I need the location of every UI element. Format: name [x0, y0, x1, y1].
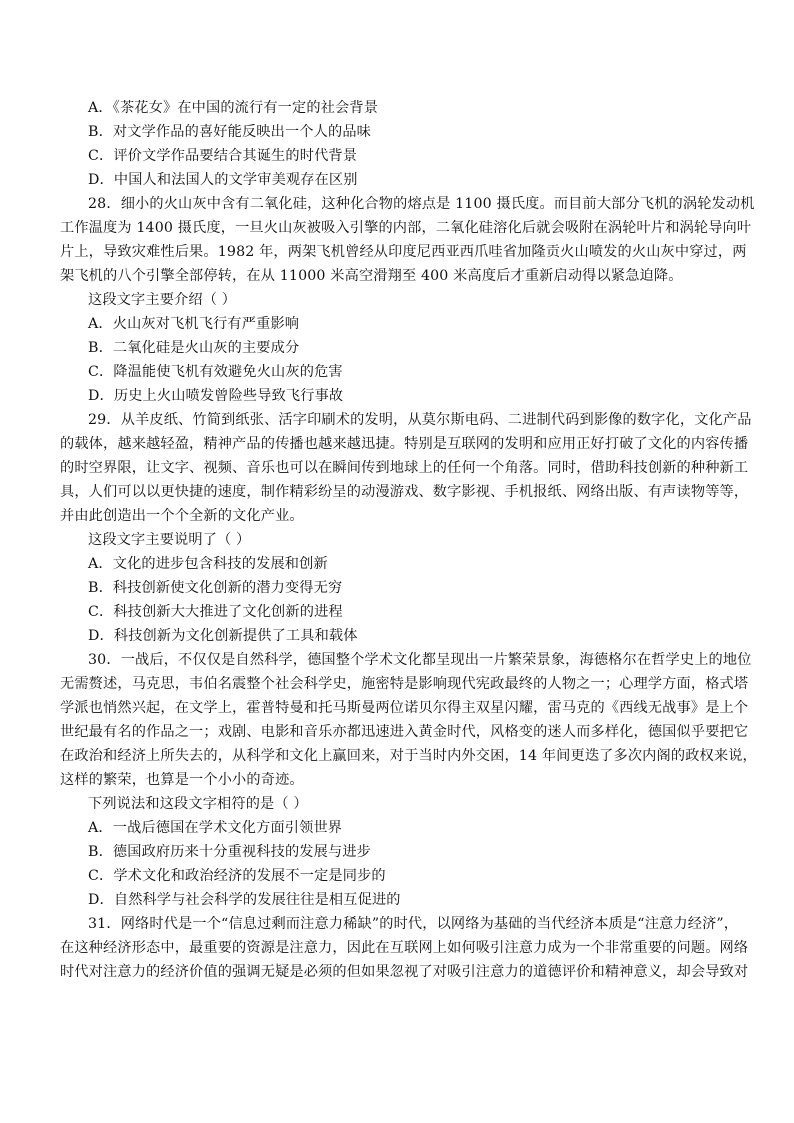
- passage-line: 31．网络时代是一个“信息过剩而注意力稀缺”的时代，以网络为基础的当代经济本质是“注意力经济”，: [88, 916, 739, 932]
- passage-line: 28．细小的火山灰中含有二氧化硅，这种化合物的熔点是 1100 摄氏度。而目前大部分飞机的涡轮发动机: [88, 196, 755, 212]
- option-c: C．评价文学作品要结合其诞生的时代背景: [88, 148, 358, 164]
- question-29: [60, 408, 752, 648]
- option-c: C．科技创新大大推进了文化创新的进程: [88, 604, 343, 620]
- question-27-options: [60, 96, 740, 192]
- option-d: D．中国人和法国人的文学审美观存在区别: [88, 172, 358, 188]
- passage-line: 的时空界限，让文字、视频、音乐也可以在瞬间传到地球上的任何一个角落。同时，借助科技创新的种种新工: [60, 460, 749, 476]
- option-d: D．历史上火山喷发曾险些导致飞行事故: [88, 388, 344, 404]
- exam-page: [60, 96, 757, 984]
- passage-line: 在政治和经济上所失去的，从科学和文化上赢回来，对于当时内外交困，14 年间更迭了多次内阁的政权来说，: [60, 748, 757, 764]
- option-b: B．二氧化硅是火山灰的主要成分: [88, 340, 300, 356]
- option-d: D．科技创新为文化创新提供了工具和载体: [88, 628, 358, 644]
- option-b: B．德国政府历来十分重视科技的发展与进步: [88, 844, 371, 860]
- question-stem: 下列说法和这段文字相符的是（ ）: [88, 796, 308, 812]
- option-d: D．自然科学与社会科学的发展往往是相互促进的: [88, 892, 401, 908]
- option-a: A．文化的进步包含科技的发展和创新: [88, 556, 328, 572]
- option-a: A．《茶花女》在中国的流行有一定的社会背景: [88, 100, 379, 116]
- passage-line: 30．一战后，不仅仅是自然科学，德国整个学术文化都呈现出一片繁荣景象，海德格尔在哲学史上的地位: [88, 652, 752, 668]
- question-stem: 这段文字主要说明了（ ）: [88, 532, 251, 548]
- passage-line: 的载体，越来越轻盈，精神产品的传播也越来越迅捷。特别是互联网的发明和应用正好打破了文化的内容传播: [60, 436, 749, 452]
- option-c: C．降温能使飞机有效避免火山灰的危害: [88, 364, 343, 380]
- passage-line: 并由此创造出一个个全新的文化产业。: [60, 508, 304, 524]
- option-a: A．火山灰对飞机飞行有严重影响: [88, 316, 300, 332]
- passage-line: 这样的繁荣，也算是一个小小的奇迹。: [60, 772, 304, 788]
- option-b: B．对文学作品的喜好能反映出一个人的品味: [88, 124, 371, 140]
- option-c: C．学术文化和政治经济的发展不一定是同步的: [88, 868, 386, 884]
- option-a: A．一战后德国在学术文化方面引领世界: [88, 820, 343, 836]
- passage-line: 在这种经济形态中，最重要的资源是注意力，因此在互联网上如何吸引注意力成为一个非常重要的问题。网络: [60, 940, 749, 956]
- question-stem: 这段文字主要介绍（ ）: [88, 292, 237, 308]
- question-28: [60, 192, 755, 408]
- passage-line: 无需赘述，马克思，韦伯名震整个社会科学史，施密特是影响现代宪政最终的人物之一；心理学方面，格式塔: [60, 676, 749, 692]
- question-31: [60, 912, 749, 984]
- passage-line: 具，人们可以以更快捷的速度，制作精彩纷呈的动漫游戏、数字影视、手机报纸、网络出版、有声读物等等，: [60, 484, 749, 500]
- passage-line: 片上，导致灾难性后果。1982 年，两架飞机曾经从印度尼西亚西爪哇省加隆贡火山喷发的火山灰中穿过，两: [60, 244, 747, 260]
- passage-line: 学派也悄然兴起，在文学上，霍普特曼和托马斯曼两位诺贝尔得主双星闪耀，雷马克的《西线无战事》是上个: [60, 700, 749, 716]
- passage-line: 世纪最有名的作品之一；戏剧、电影和音乐亦都迅速进入黄金时代，风格变的迷人而多样化，德国似乎要把它: [60, 724, 749, 740]
- passage-line: 架飞机的八个引擎全部停转，在从 11000 米高空滑翔至 400 米高度后才重新启动得以紧急迫降。: [60, 268, 683, 284]
- passage-line: 29．从羊皮纸、竹简到纸张、活字印刷术的发明，从莫尔斯电码、二进制代码到影像的数字化，文化产品: [88, 412, 752, 428]
- option-b: B．科技创新使文化创新的潜力变得无穷: [88, 580, 343, 596]
- passage-line: 工作温度为 1400 摄氏度，一旦火山灰被吸入引擎的内部，二氧化硅溶化后就会吸附在涡轮叶片和涡轮导向叶: [60, 220, 752, 236]
- question-30: [60, 648, 757, 912]
- passage-line: 时代对注意力的经济价值的强调无疑是必须的但如果忽视了对吸引注意力的道德评价和精神意义，却会导致对: [60, 964, 749, 980]
